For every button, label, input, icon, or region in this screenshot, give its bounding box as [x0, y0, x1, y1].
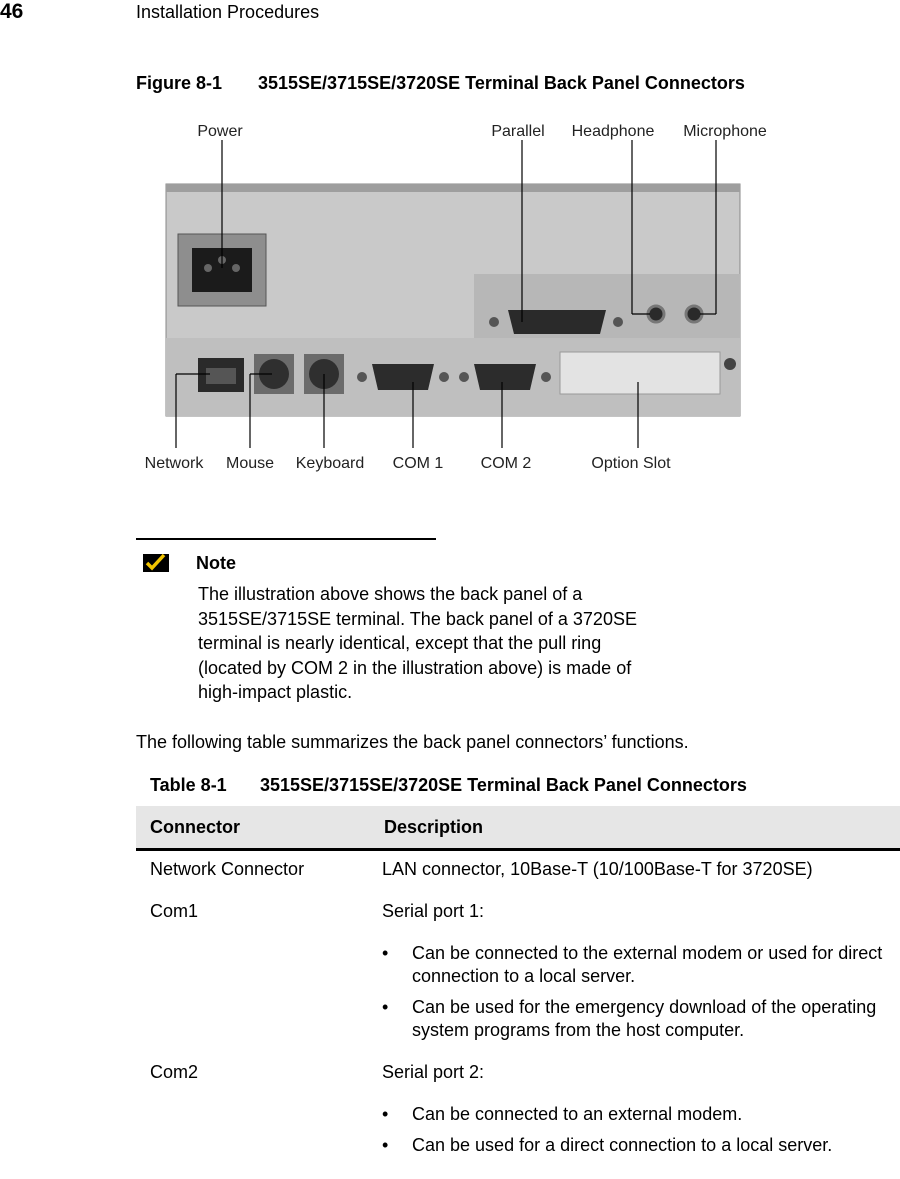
description-bullet: • Can be used for the emergency download of the operating system programs from the host computer.	[382, 996, 900, 1042]
description-bullet: • Can be used for a direct connection to a local server.	[382, 1134, 900, 1157]
label-microphone: Microphone	[683, 123, 767, 140]
connector-cell: Com2	[150, 1062, 199, 1082]
com2-screw	[541, 372, 551, 382]
label-power: Power	[197, 123, 243, 140]
figure-number: Figure 8-1	[136, 73, 223, 93]
back-panel-illustration	[130, 112, 790, 482]
microphone-jack	[686, 306, 702, 322]
connector-cell: Com1	[150, 901, 199, 921]
com1-screw	[357, 372, 367, 382]
option-slot	[560, 352, 720, 394]
intro-paragraph: The following table summarizes the back panel connectors’ functions.	[136, 732, 689, 752]
note-line: terminal is nearly identical, except that the pull ring	[198, 633, 602, 653]
com1-screw	[439, 372, 449, 382]
note-rule	[136, 538, 436, 540]
table-row	[136, 1061, 900, 1165]
label-parallel: Parallel	[491, 123, 545, 140]
note-body	[198, 582, 718, 705]
label-option-slot: Option Slot	[591, 455, 671, 472]
headphone-jack	[648, 306, 664, 322]
checkmark-icon	[142, 551, 172, 573]
parallel-screw	[613, 317, 623, 327]
note-line: (located by COM 2 in the illustration above) is made of	[198, 657, 632, 678]
figure-caption	[136, 73, 745, 94]
description-text: Serial port 2:	[382, 1062, 485, 1082]
description-cell	[370, 1061, 900, 1165]
parallel-screw	[489, 317, 499, 327]
power-pin	[204, 264, 212, 272]
power-pin	[232, 264, 240, 272]
description-cell	[370, 900, 900, 1061]
running-title: Installation Procedures	[136, 2, 320, 22]
table-row	[136, 850, 900, 901]
label-com1: COM 1	[392, 455, 444, 472]
note-line: high-impact plastic.	[198, 682, 353, 702]
description-text: Serial port 1:	[382, 901, 485, 921]
note-title: Note	[196, 553, 236, 573]
com2-port	[474, 364, 536, 390]
table-caption	[150, 775, 747, 796]
description-text: LAN connector, 10Base-T (10/100Base-T for 3720SE)	[382, 859, 813, 879]
connector-cell: Network Connector	[150, 859, 305, 879]
label-keyboard: Keyboard	[295, 455, 365, 472]
page-number: 46	[0, 0, 24, 23]
table-header-row	[136, 806, 900, 850]
back-panel-figure	[130, 112, 790, 482]
connectors-table	[136, 806, 900, 1165]
column-header-description: Description	[370, 806, 900, 850]
table-number: Table 8-1	[150, 775, 227, 795]
label-mouse: Mouse	[225, 455, 275, 472]
description-cell	[370, 850, 900, 901]
label-network: Network	[144, 455, 204, 472]
note-line: 3515SE/3715SE terminal. The back panel of a 3720SE	[198, 608, 637, 629]
column-header-connector: Connector	[136, 806, 370, 850]
parallel-port	[508, 310, 606, 334]
figure-title: 3515SE/3715SE/3720SE Terminal Back Panel Connectors	[258, 73, 745, 93]
option-slot-latch	[724, 358, 736, 370]
chassis-top-edge	[166, 184, 740, 192]
description-bullet: • Can be connected to an external modem.	[382, 1103, 900, 1126]
label-com2: COM 2	[480, 455, 532, 472]
table-title: 3515SE/3715SE/3720SE Terminal Back Panel Connectors	[260, 775, 747, 795]
table-row	[136, 900, 900, 1061]
note-line: The illustration above shows the back panel of a	[198, 584, 583, 604]
com1-port	[372, 364, 434, 390]
label-headphone: Headphone	[571, 123, 655, 140]
com2-screw	[459, 372, 469, 382]
description-bullet: • Can be connected to the external modem or used for direct connection to a local server.	[382, 942, 900, 988]
network-jack-inner	[206, 368, 236, 384]
